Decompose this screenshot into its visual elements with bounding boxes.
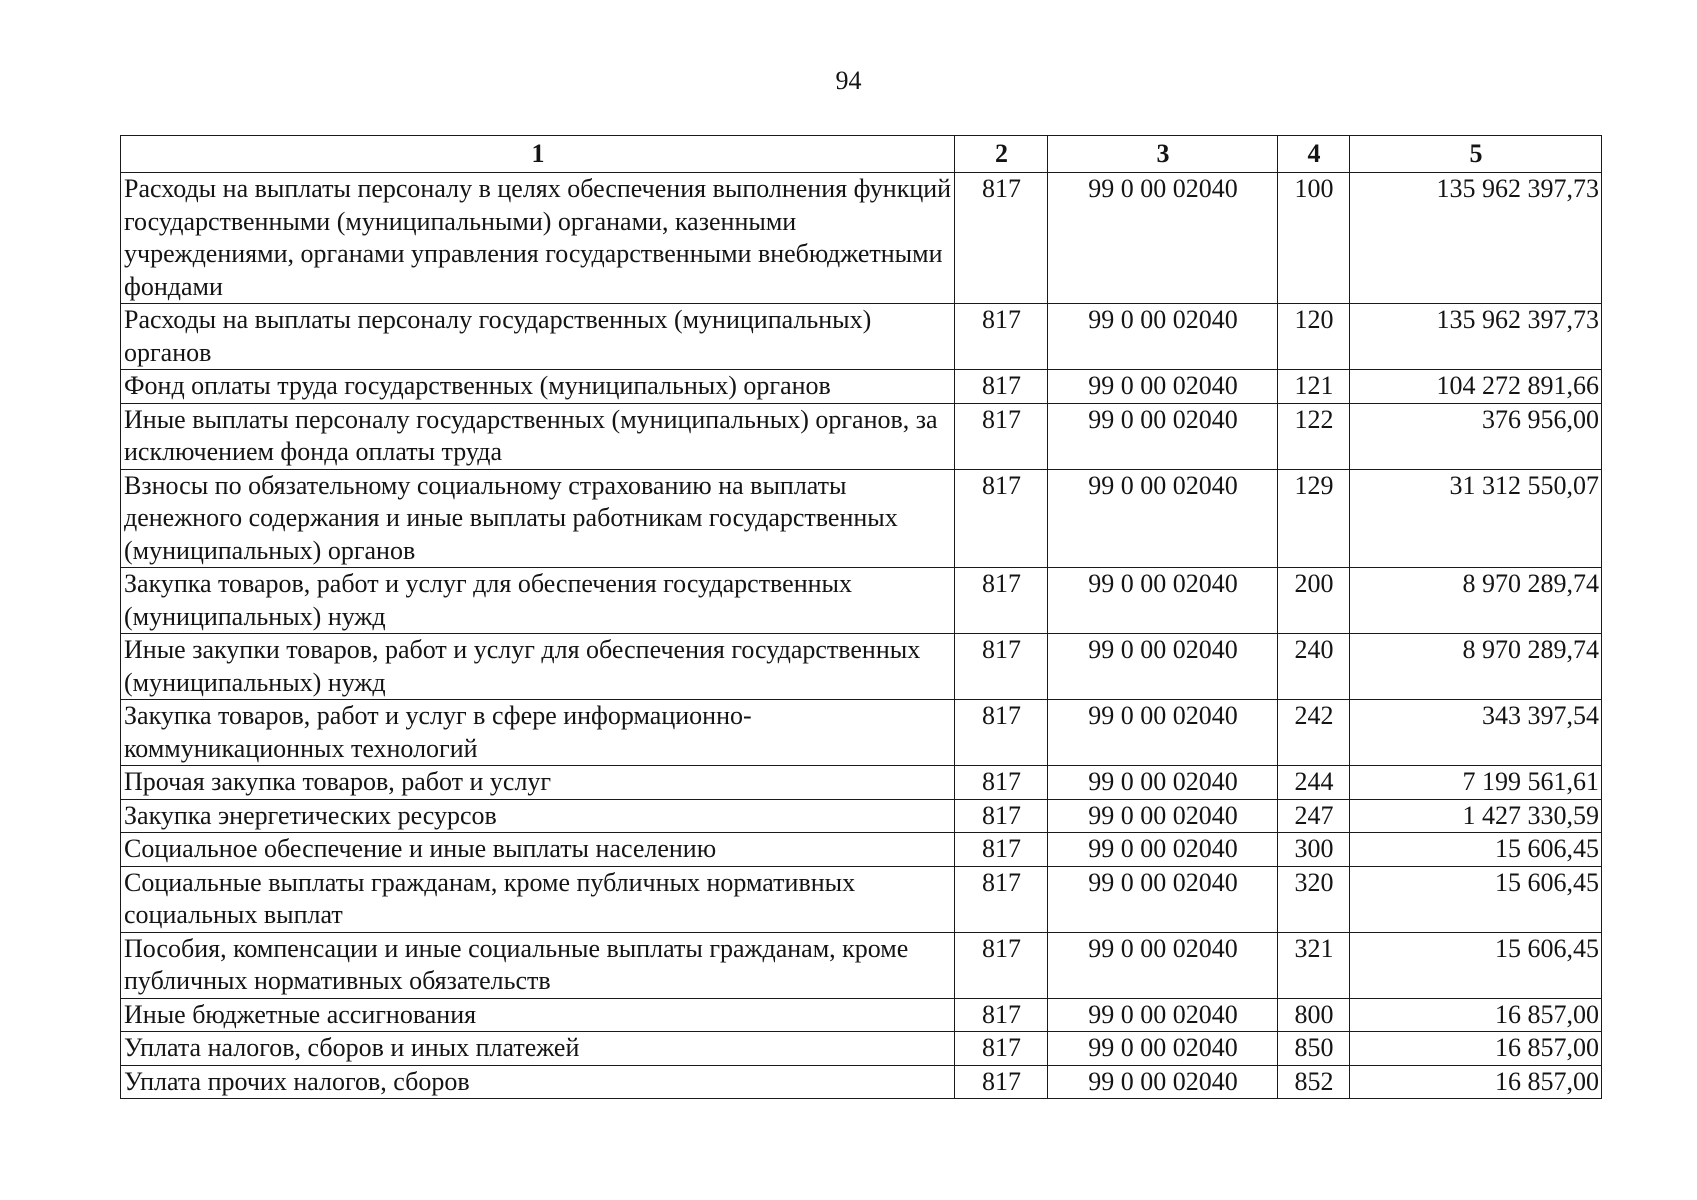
table-header-row [121,136,1602,173]
expense-name-cell: Расходы на выплаты персоналу в целях обеспечения выполнения функций государственными (муниципальными) органами, казенными учреждениями, органами управления государственными внебюджетными фондами [121,173,955,304]
ministry-code-cell: 817 [955,1065,1048,1099]
table-row [121,766,1602,800]
table-row [121,700,1602,766]
expense-type-cell: 247 [1278,799,1350,833]
amount-cell: 16 857,00 [1350,1065,1602,1099]
target-article-cell: 99 0 00 02040 [1048,304,1278,370]
target-article-cell: 99 0 00 02040 [1048,568,1278,634]
amount-cell: 104 272 891,66 [1350,370,1602,404]
ministry-code-cell: 817 [955,766,1048,800]
amount-cell: 343 397,54 [1350,700,1602,766]
ministry-code-cell: 817 [955,700,1048,766]
expense-name-cell: Уплата прочих налогов, сборов [121,1065,955,1099]
expense-name-cell: Фонд оплаты труда государственных (муниципальных) органов [121,370,955,404]
target-article-cell: 99 0 00 02040 [1048,833,1278,867]
amount-cell: 376 956,00 [1350,403,1602,469]
expense-name-cell: Иные закупки товаров, работ и услуг для обеспечения государственных (муниципальных) нужд [121,634,955,700]
ministry-code-cell: 817 [955,998,1048,1032]
expense-type-cell: 100 [1278,173,1350,304]
table-row [121,469,1602,568]
table-row [121,1032,1602,1066]
table-row [121,173,1602,304]
table-body [121,173,1602,1099]
amount-cell: 16 857,00 [1350,998,1602,1032]
amount-cell: 135 962 397,73 [1350,304,1602,370]
expense-type-cell: 122 [1278,403,1350,469]
expense-name-cell: Закупка энергетических ресурсов [121,799,955,833]
amount-cell: 15 606,45 [1350,866,1602,932]
table-row [121,403,1602,469]
expense-type-cell: 200 [1278,568,1350,634]
table-row [121,833,1602,867]
expense-name-cell: Взносы по обязательному социальному страхованию на выплаты денежного содержания и иные выплаты работникам государственных (муниципальных) органов [121,469,955,568]
target-article-cell: 99 0 00 02040 [1048,1065,1278,1099]
target-article-cell: 99 0 00 02040 [1048,766,1278,800]
ministry-code-cell: 817 [955,304,1048,370]
expense-type-cell: 852 [1278,1065,1350,1099]
table-row [121,568,1602,634]
table-row [121,866,1602,932]
amount-cell: 15 606,45 [1350,932,1602,998]
table-row [121,1065,1602,1099]
expense-name-cell: Иные бюджетные ассигнования [121,998,955,1032]
column-header: 3 [1048,136,1278,173]
target-article-cell: 99 0 00 02040 [1048,700,1278,766]
target-article-cell: 99 0 00 02040 [1048,403,1278,469]
amount-cell: 8 970 289,74 [1350,568,1602,634]
target-article-cell: 99 0 00 02040 [1048,634,1278,700]
ministry-code-cell: 817 [955,932,1048,998]
expense-name-cell: Социальное обеспечение и иные выплаты населению [121,833,955,867]
table-row [121,799,1602,833]
amount-cell: 15 606,45 [1350,833,1602,867]
expense-name-cell: Уплата налогов, сборов и иных платежей [121,1032,955,1066]
target-article-cell: 99 0 00 02040 [1048,932,1278,998]
expense-name-cell: Иные выплаты персоналу государственных (муниципальных) органов, за исключением фонда оплаты труда [121,403,955,469]
expense-type-cell: 850 [1278,1032,1350,1066]
target-article-cell: 99 0 00 02040 [1048,799,1278,833]
expense-type-cell: 321 [1278,932,1350,998]
expense-type-cell: 244 [1278,766,1350,800]
expense-type-cell: 300 [1278,833,1350,867]
ministry-code-cell: 817 [955,469,1048,568]
amount-cell: 16 857,00 [1350,1032,1602,1066]
page-number: 94 [835,66,862,95]
ministry-code-cell: 817 [955,833,1048,867]
amount-cell: 7 199 561,61 [1350,766,1602,800]
table-row [121,304,1602,370]
ministry-code-cell: 817 [955,1032,1048,1066]
expense-type-cell: 120 [1278,304,1350,370]
expense-type-cell: 240 [1278,634,1350,700]
target-article-cell: 99 0 00 02040 [1048,866,1278,932]
column-header: 1 [121,136,955,173]
expense-type-cell: 242 [1278,700,1350,766]
ministry-code-cell: 817 [955,403,1048,469]
ministry-code-cell: 817 [955,173,1048,304]
target-article-cell: 99 0 00 02040 [1048,173,1278,304]
target-article-cell: 99 0 00 02040 [1048,1032,1278,1066]
amount-cell: 31 312 550,07 [1350,469,1602,568]
expense-name-cell: Закупка товаров, работ и услуг для обеспечения государственных (муниципальных) нужд [121,568,955,634]
target-article-cell: 99 0 00 02040 [1048,998,1278,1032]
table-row [121,370,1602,404]
expense-type-cell: 320 [1278,866,1350,932]
target-article-cell: 99 0 00 02040 [1048,469,1278,568]
ministry-code-cell: 817 [955,799,1048,833]
column-header: 4 [1278,136,1350,173]
ministry-code-cell: 817 [955,568,1048,634]
table-row [121,634,1602,700]
column-header: 2 [955,136,1048,173]
expense-name-cell: Прочая закупка товаров, работ и услуг [121,766,955,800]
expense-name-cell: Пособия, компенсации и иные социальные выплаты гражданам, кроме публичных нормативных обязательств [121,932,955,998]
amount-cell: 135 962 397,73 [1350,173,1602,304]
expense-type-cell: 129 [1278,469,1350,568]
target-article-cell: 99 0 00 02040 [1048,370,1278,404]
budget-table [120,135,1602,1099]
amount-cell: 1 427 330,59 [1350,799,1602,833]
expense-type-cell: 121 [1278,370,1350,404]
expense-name-cell: Социальные выплаты гражданам, кроме публичных нормативных социальных выплат [121,866,955,932]
expense-type-cell: 800 [1278,998,1350,1032]
ministry-code-cell: 817 [955,634,1048,700]
column-header: 5 [1350,136,1602,173]
expense-name-cell: Закупка товаров, работ и услуг в сфере информационно-коммуникационных технологий [121,700,955,766]
table-row [121,998,1602,1032]
ministry-code-cell: 817 [955,866,1048,932]
ministry-code-cell: 817 [955,370,1048,404]
table-row [121,932,1602,998]
expense-name-cell: Расходы на выплаты персоналу государственных (муниципальных) органов [121,304,955,370]
amount-cell: 8 970 289,74 [1350,634,1602,700]
